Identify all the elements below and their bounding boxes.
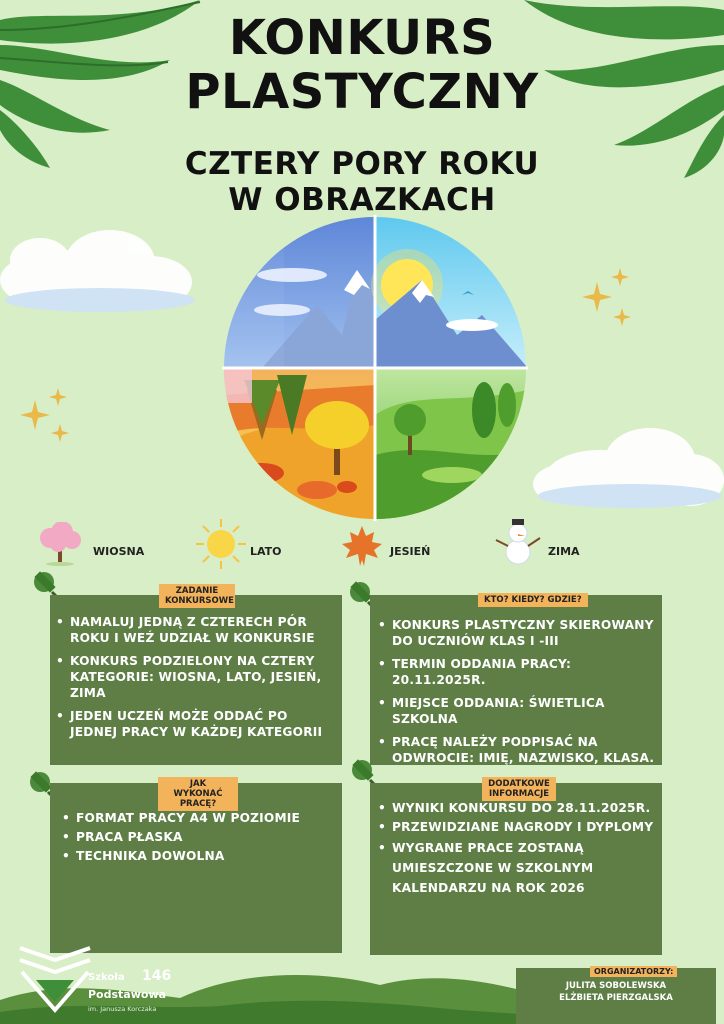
logo-school-text bbox=[88, 972, 125, 983]
subtitle-line-2: W OBRAZKACH bbox=[228, 182, 496, 218]
logo-number: 146 bbox=[142, 968, 172, 984]
list-item: • PRACĘ NALEŻY PODPISAĆ NA ODWROCIE: IMIĘ, NAZWISKO, KLASA. bbox=[378, 734, 658, 766]
tag-line: JAK WYKONAĆ bbox=[173, 779, 223, 799]
info-box-task bbox=[50, 595, 342, 765]
cherry-tree-icon bbox=[36, 522, 84, 566]
info-box-who-when-where bbox=[370, 595, 662, 765]
tag-additional bbox=[482, 777, 556, 801]
info-box-additional bbox=[370, 783, 662, 955]
list-item: • TERMIN ODDANIA PRACY: 20.11.2025R. bbox=[378, 656, 658, 688]
tag-line: INFORMACJE bbox=[488, 789, 550, 799]
sparkle-left-icon bbox=[20, 388, 70, 448]
list-item: • PRZEWIDZIANE NAGRODY I DYPLOMY bbox=[378, 819, 660, 835]
tag-line: DODATKOWE bbox=[488, 779, 550, 789]
logo-type: Podstawowa bbox=[88, 988, 167, 1001]
snowman-icon bbox=[494, 516, 544, 566]
list-item: • WYNIKI KONKURSU DO 28.11.2025R. bbox=[378, 800, 660, 816]
title-line-2: PLASTYCZNY bbox=[185, 64, 539, 120]
list-item: • MIEJSCE ODDANIA: ŚWIETLICA SZKOLNA bbox=[378, 695, 658, 727]
cloud-right-icon bbox=[530, 422, 724, 514]
cloud-left-icon bbox=[0, 222, 195, 317]
tag-line: KONKURSOWE bbox=[165, 596, 234, 606]
list-item: • FORMAT PRACY A4 W POZIOMIE bbox=[62, 810, 332, 826]
organizer-name: ELŻBIETA PIERZGALSKA bbox=[559, 993, 673, 1003]
season-label-spring: WIOSNA bbox=[93, 545, 145, 558]
sparkle-right-icon bbox=[582, 268, 632, 330]
tag-who-when-where bbox=[478, 593, 588, 607]
season-label-winter: ZIMA bbox=[548, 545, 580, 558]
tag-line: ZADANIE bbox=[175, 586, 219, 596]
list-item: • TECHNIKA DOWOLNA bbox=[62, 848, 332, 864]
seasons-circle-illustration bbox=[222, 215, 528, 521]
tag-line: KTO? KIEDY? GDZIE? bbox=[484, 595, 582, 605]
season-label-autumn: JESIEŃ bbox=[390, 545, 431, 558]
title-line-1: KONKURS bbox=[228, 10, 496, 66]
subtitle-line-1: CZTERY PORY ROKU bbox=[184, 146, 540, 182]
list-item: • JEDEN UCZEŃ MOŻE ODDAĆ PO JEDNEJ PRACY W KAŻDEJ KATEGORII bbox=[56, 708, 324, 740]
list-item: • KONKURS PLASTYCZNY SKIEROWANY DO UCZNIÓW KLAS I -III bbox=[378, 617, 658, 649]
school-logo-icon bbox=[16, 940, 94, 1016]
list-item: • PRACA PŁASKA bbox=[62, 829, 332, 845]
sun-icon bbox=[196, 519, 246, 569]
logo-school-word: Szkoła bbox=[88, 972, 125, 983]
maple-leaf-icon bbox=[340, 524, 384, 568]
tag-how bbox=[158, 777, 238, 811]
list-item: • KONKURS PODZIELONY NA CZTERY KATEGORIE: WIOSNA, LATO, JESIEŃ, ZIMA bbox=[56, 653, 324, 701]
logo-patron: im. Janusza Korczaka bbox=[88, 1005, 157, 1013]
tag-line: PRACĘ? bbox=[179, 799, 217, 809]
list-item: • WYGRANE PRACE ZOSTANĄ UMIESZCZONE W SZKOLNYM KALENDARZU NA ROK 2026 bbox=[378, 838, 612, 898]
season-label-summer: LATO bbox=[250, 545, 282, 558]
organizer-name: JULITA SOBOLEWSKA bbox=[565, 981, 667, 991]
tag-task bbox=[159, 584, 235, 608]
organizers-label: ORGANIZATORZY: bbox=[590, 966, 677, 977]
list-item: • NAMALUJ JEDNĄ Z CZTERECH PÓR ROKU I WEŹ UDZIAŁ W KONKURSIE bbox=[56, 614, 324, 646]
